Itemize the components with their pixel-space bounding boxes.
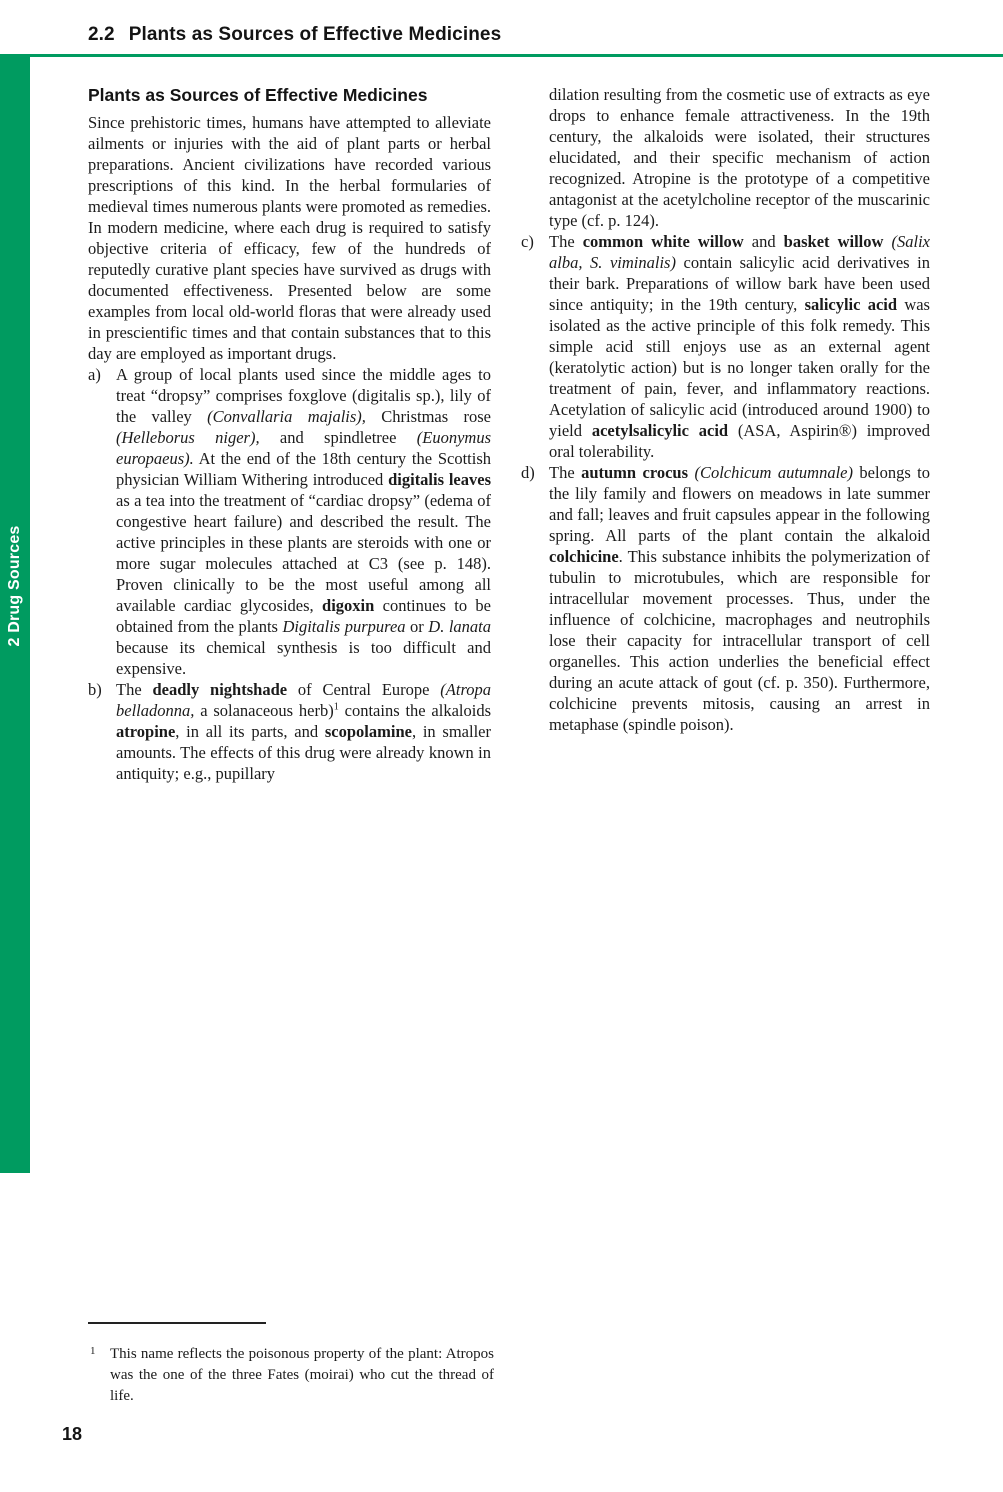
- intro-paragraph: Since prehistoric times, humans have attempted to alleviate ailments or injuries with the aid of plant parts or herbal preparations. Ancient civilizations have recorded various prescriptions of this kind. In the herbal formularies of medieval times numerous plants were promoted as remedies. In modern medicine, where each drug is required to satisfy objective criteria of efficacy, few of the hundreds of reputedly curative plant species have survived as drugs with documented effectiveness. Presented below are some examples from local old-world floras that were already used in prescientific times and that contain substances that to this day are employed as important drugs.: [88, 113, 491, 363]
- item-marker-d: d): [521, 463, 535, 482]
- list-item-b: [88, 679, 491, 784]
- item-marker-b: b): [88, 680, 102, 699]
- item-text-a: A group of local plants used since the middle ages to treat “dropsy” comprises foxglove (digitalis sp.), lily of the valley (Convallaria majalis), Christmas rose (Helleborus niger), and spindletree (Euonymus europaeus). At the end of the 18th century the Scottish physician William Withering introduced digitalis leaves as a tea into the treatment of “cardiac dropsy” (edema of congestive heart failure) and described the result. The active principles in these plants are steroids with one or more sugar molecules attached at C3 (see p. 148). Proven clinically to be the most useful among all available cardiac glycosides, digoxin continues to be obtained from the plants Digitalis purpurea or D. lanata because its chemical synthesis is too difficult and expensive.: [116, 365, 491, 678]
- list-item-c: [521, 231, 930, 462]
- item-marker-c: c): [521, 232, 534, 251]
- list-item-d: [521, 462, 930, 735]
- page-header: [88, 24, 501, 46]
- right-column: [521, 84, 930, 735]
- item-text-d: The autumn crocus (Colchicum autumnale) belongs to the lily family and flowers on meadows in late summer and fall; leaves and fruit capsules appear in the following spring. All parts of the plant contain the alkaloid colchicine. This substance inhibits the polymerization of tubulin to microtubules, which are responsible for intracellular movement processes. Thus, under the influence of colchicine, macrophages and neutrophils lose their capacity for intracellular transport of cell organelles. This action underlies the beneficial effect during an acute attack of gout (cf. p. 350). Furthermore, colchicine prevents mitosis, causing an arrest in metaphase (spindle poison).: [549, 463, 931, 734]
- section-number: 2.2: [88, 24, 115, 45]
- footnote-marker: 1: [90, 1345, 96, 1357]
- footnote: [88, 1344, 494, 1407]
- list-item-a: [88, 364, 491, 679]
- chapter-sidebar-label: 2 Drug Sources: [6, 525, 23, 647]
- section-title: Plants as Sources of Effective Medicines: [128, 24, 502, 45]
- left-column: [88, 84, 491, 784]
- footnote-text: This name reflects the poisonous property of the plant: Atropos was the one of the three Fates (moirai) who cut the thread of life.: [110, 1346, 494, 1404]
- chapter-sidebar: [0, 57, 30, 1173]
- article-title: Plants as Sources of Effective Medicines: [88, 85, 428, 105]
- header-rule: [0, 54, 1003, 57]
- item-text-c: The common white willow and basket willow (Salix alba, S. viminalis) contain salicylic acid derivatives in their bark. Preparations of willow bark have been used since antiquity; in the 19th century, salicylic acid was isolated as the active principle of this folk remedy. This simple acid still enjoys use as an external agent (keratolytic action) but is no longer taken orally for the treatment of pain, fever, and inflammatory reactions. Acetylation of salicylic acid (introduced around 1900) to yield acetylsalicylic acid (ASA, Aspirin®) improved oral tolerability.: [549, 232, 931, 461]
- footnote-rule: [88, 1322, 266, 1324]
- item-text-b: The deadly nightshade of Central Europe (Atropa belladonna, a solanaceous herb)$^1$ contains the alkaloids atropine, in all its parts, and scopolamine, in smaller amounts. The effects of this drug were already known in antiquity; e.g., pupillary: [116, 680, 491, 783]
- page-number: 18: [62, 1424, 83, 1444]
- item-marker-a: a): [88, 365, 101, 384]
- item-text-b-continuation: dilation resulting from the cosmetic use of extracts as eye drops to enhance female attractiveness. In the 19th century, the alkaloids were isolated, their structures elucidated, and their specific mechanism of action recognized. Atropine is the prototype of a competitive antagonist at the acetylcholine receptor of the muscarinic type (cf. p. 124).: [549, 85, 930, 230]
- list-item-b-continuation: [521, 84, 930, 231]
